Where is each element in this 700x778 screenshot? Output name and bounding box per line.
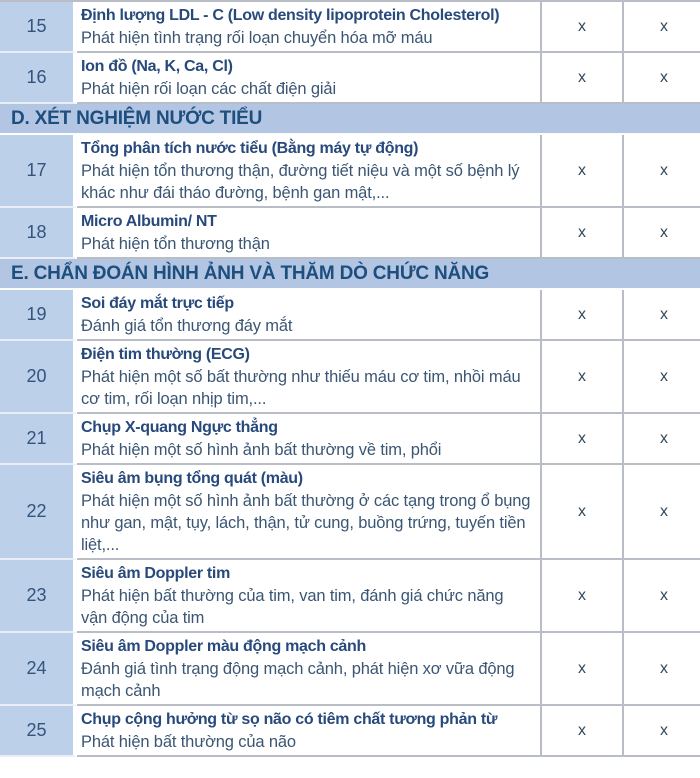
test-row bbox=[0, 135, 700, 208]
test-row bbox=[0, 465, 700, 560]
check-mark-package-2: x bbox=[622, 560, 700, 633]
check-mark-package-1: x bbox=[540, 135, 622, 208]
check-mark-package-1: x bbox=[540, 290, 622, 341]
check-mark-package-2: x bbox=[622, 465, 700, 560]
test-cell bbox=[77, 633, 540, 706]
check-mark-package-2: x bbox=[622, 414, 700, 465]
section-header: E. CHẨN ĐOÁN HÌNH ẢNH VÀ THĂM DÒ CHỨC NĂNG bbox=[0, 259, 700, 290]
test-row bbox=[0, 53, 700, 104]
check-mark-package-2: x bbox=[622, 135, 700, 208]
test-cell bbox=[77, 2, 540, 53]
row-number-cell: 16 bbox=[0, 53, 77, 104]
check-mark-package-2: x bbox=[622, 290, 700, 341]
test-title: Micro Albumin/ NT bbox=[81, 213, 217, 230]
row-number-cell: 23 bbox=[0, 560, 77, 633]
test-title: Siêu âm bụng tổng quát (màu) bbox=[81, 470, 303, 487]
row-number-cell: 15 bbox=[0, 2, 77, 53]
row-number-cell: 17 bbox=[0, 135, 77, 208]
check-mark-package-2: x bbox=[622, 2, 700, 53]
test-cell bbox=[77, 706, 540, 757]
test-row bbox=[0, 208, 700, 259]
test-description: Phát hiện bất thường của não bbox=[81, 733, 296, 751]
row-number-cell: 22 bbox=[0, 465, 77, 560]
test-row bbox=[0, 341, 700, 414]
test-title: Điện tim thường (ECG) bbox=[81, 346, 250, 363]
check-mark-package-1: x bbox=[540, 341, 622, 414]
test-title: Soi đáy mắt trực tiếp bbox=[81, 295, 234, 312]
check-mark-package-1: x bbox=[540, 560, 622, 633]
check-mark-package-2: x bbox=[622, 633, 700, 706]
check-mark-package-2: x bbox=[622, 341, 700, 414]
check-mark-package-1: x bbox=[540, 414, 622, 465]
test-description: Phát hiện một số hình ảnh bất thường về tim, phổi bbox=[81, 441, 442, 459]
row-number-cell: 21 bbox=[0, 414, 77, 465]
test-title: Ion đồ (Na, K, Ca, Cl) bbox=[81, 58, 233, 75]
test-row bbox=[0, 706, 700, 757]
test-row bbox=[0, 2, 700, 53]
test-title: Chụp X-quang Ngực thẳng bbox=[81, 419, 278, 436]
check-mark-package-1: x bbox=[540, 706, 622, 757]
test-cell bbox=[77, 208, 540, 259]
test-description: Phát hiện một số bất thường như thiếu máu cơ tim, nhồi máu cơ tim, rối loạn nhịp tim,... bbox=[81, 368, 521, 408]
test-description: Đánh giá tổn thương đáy mắt bbox=[81, 317, 293, 335]
section-row bbox=[0, 259, 700, 290]
check-mark-package-1: x bbox=[540, 465, 622, 560]
check-mark-package-2: x bbox=[622, 53, 700, 104]
test-cell bbox=[77, 53, 540, 104]
test-row bbox=[0, 560, 700, 633]
row-number-cell: 25 bbox=[0, 706, 77, 757]
check-mark-package-1: x bbox=[540, 208, 622, 259]
test-cell bbox=[77, 341, 540, 414]
test-cell bbox=[77, 560, 540, 633]
row-number-cell: 19 bbox=[0, 290, 77, 341]
section-row bbox=[0, 104, 700, 135]
checkup-table-body bbox=[0, 2, 700, 757]
check-mark-package-1: x bbox=[540, 2, 622, 53]
test-description: Phát hiện tổn thương thận, đường tiết niệu và một số bệnh lý khác như đái tháo đường, bệnh gan mật,... bbox=[81, 162, 520, 202]
test-title: Siêu âm Doppler màu động mạch cảnh bbox=[81, 638, 366, 655]
check-mark-package-1: x bbox=[540, 633, 622, 706]
test-cell bbox=[77, 135, 540, 208]
test-description: Phát hiện tổn thương thận bbox=[81, 235, 270, 253]
test-title: Định lượng LDL - C (Low density lipoprotein Cholesterol) bbox=[81, 7, 500, 24]
test-title: Tổng phân tích nước tiểu (Bằng máy tự động) bbox=[81, 140, 419, 157]
test-row bbox=[0, 414, 700, 465]
test-row bbox=[0, 290, 700, 341]
check-mark-package-2: x bbox=[622, 208, 700, 259]
row-number-cell: 24 bbox=[0, 633, 77, 706]
test-description: Phát hiện rối loạn các chất điện giải bbox=[81, 80, 336, 98]
test-row bbox=[0, 633, 700, 706]
test-title: Siêu âm Doppler tim bbox=[81, 565, 230, 582]
row-number-cell: 20 bbox=[0, 341, 77, 414]
test-cell bbox=[77, 290, 540, 341]
test-cell bbox=[77, 465, 540, 560]
test-cell bbox=[77, 414, 540, 465]
test-description: Phát hiện bất thường của tim, van tim, đánh giá chức năng vận động của tim bbox=[81, 587, 504, 627]
test-description: Phát hiện tình trạng rối loạn chuyển hóa mỡ máu bbox=[81, 29, 433, 47]
section-header: D. XÉT NGHIỆM NƯỚC TIỂU bbox=[0, 104, 700, 135]
test-description: Phát hiện một số hình ảnh bất thường ở các tạng trong ổ bụng như gan, mật, tụy, lách, thận, tử cung, buồng trứng, tuyến tiền liệt,... bbox=[81, 492, 531, 554]
check-mark-package-1: x bbox=[540, 53, 622, 104]
row-number-cell: 18 bbox=[0, 208, 77, 259]
check-mark-package-2: x bbox=[622, 706, 700, 757]
test-title: Chụp cộng hưởng từ sọ não có tiêm chất tương phản từ bbox=[81, 711, 498, 728]
test-description: Đánh giá tình trạng động mạch cảnh, phát hiện xơ vữa động mạch cảnh bbox=[81, 660, 515, 700]
